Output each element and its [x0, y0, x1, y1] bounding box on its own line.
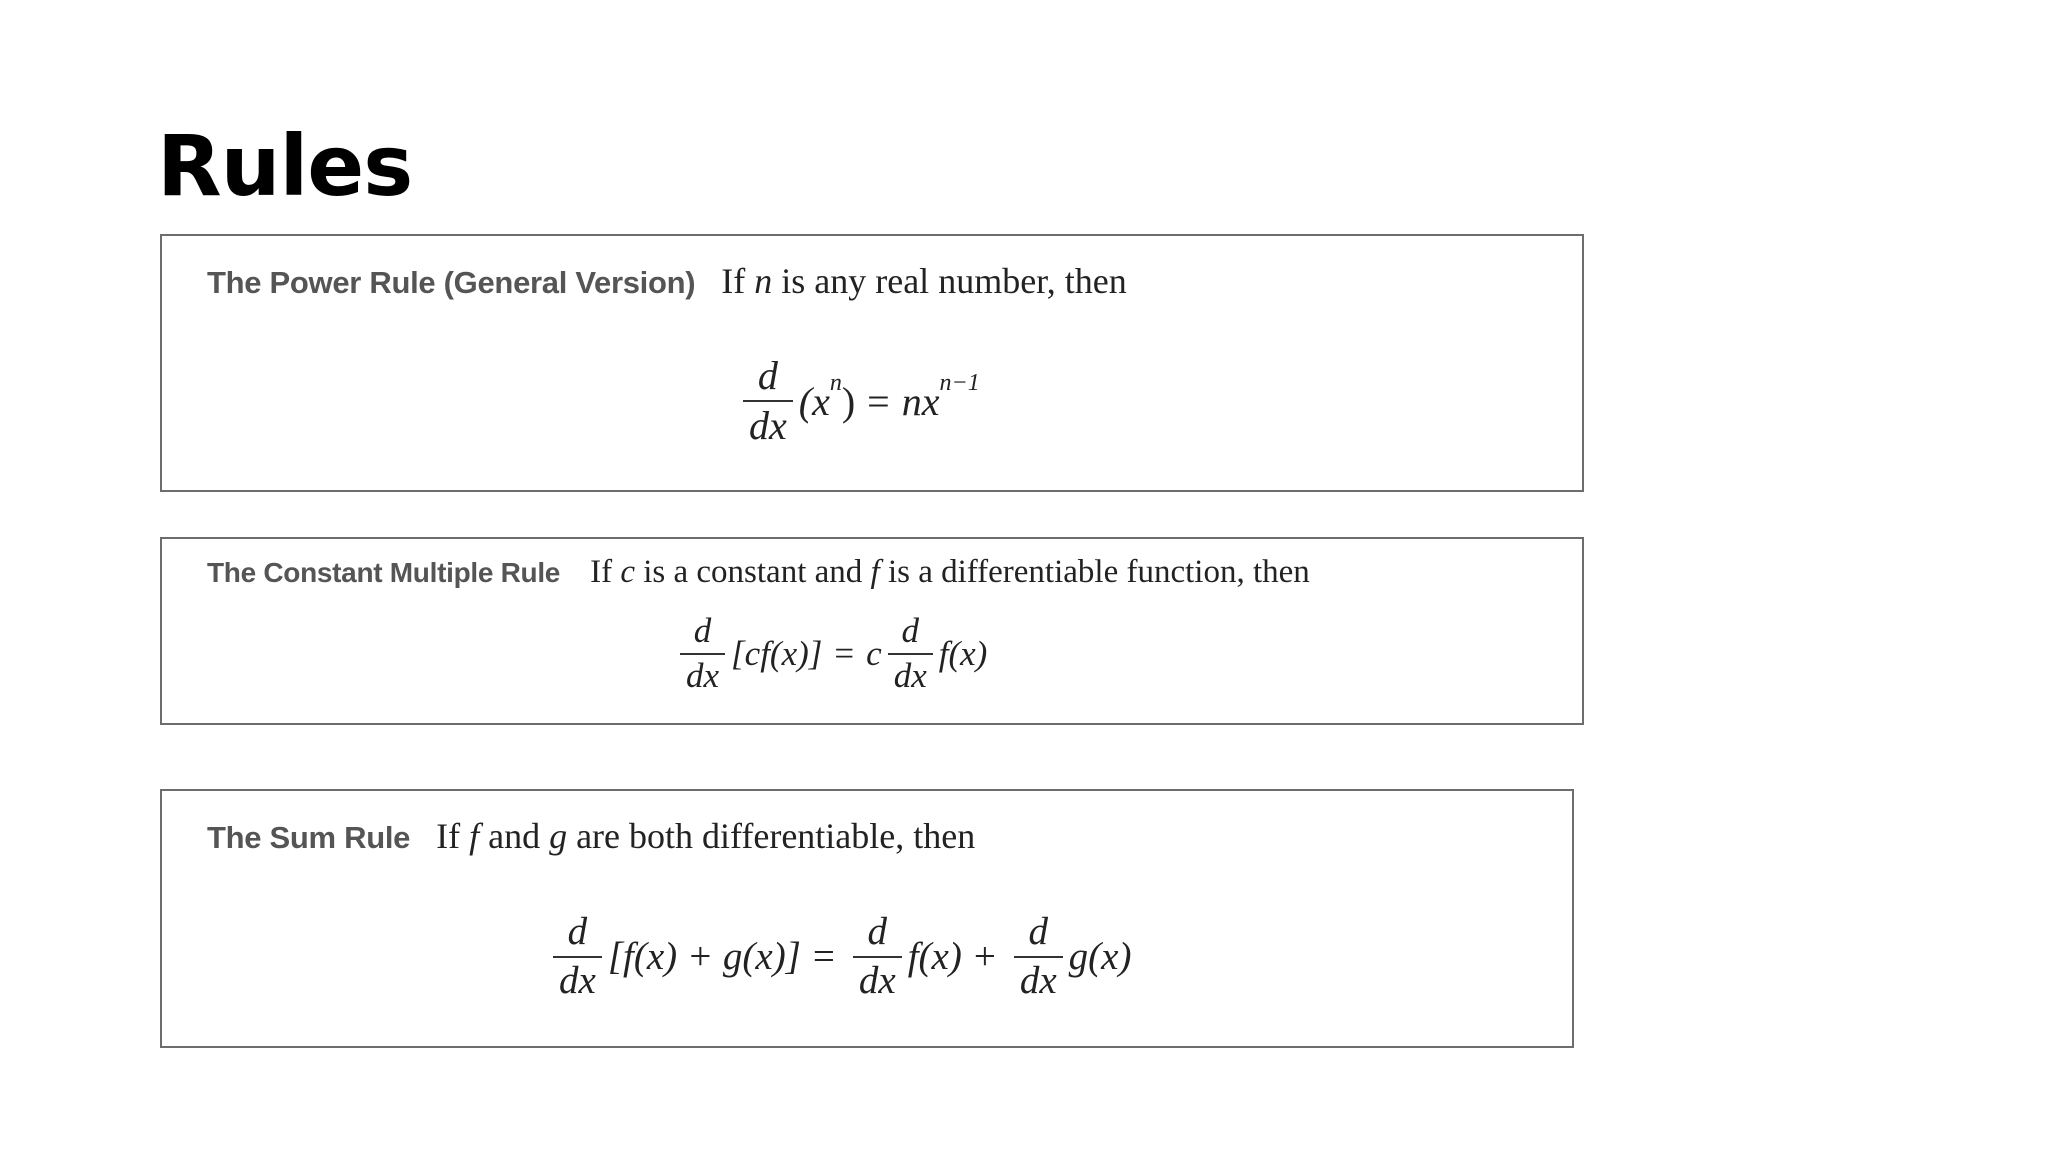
- constant-rule-text-pre: If: [590, 554, 621, 590]
- sum-rule-formula: [547, 911, 1131, 1003]
- power-lhs-exponent: n: [829, 369, 842, 396]
- sum-rule-box: [160, 789, 1574, 1048]
- sum-rule-text-mid: and: [479, 816, 550, 856]
- power-rhs-exponent: n−1: [939, 369, 980, 396]
- power-rule-text-pre: If: [721, 261, 755, 301]
- derivative-operator: [1014, 911, 1063, 1003]
- constant-rule-var-c: c: [620, 554, 635, 590]
- sum-rule-name: The Sum Rule: [207, 820, 411, 855]
- frac-denominator: dx: [686, 655, 720, 695]
- constant-multiple-rule-box: [160, 537, 1584, 725]
- power-rule-var-n: n: [754, 261, 773, 301]
- derivative-operator: [553, 911, 602, 1003]
- constant-rule-name: The Constant Multiple Rule: [207, 557, 561, 588]
- power-rhs: nx: [901, 378, 940, 424]
- plus-sign: +: [973, 935, 996, 979]
- derivative-operator: [853, 911, 902, 1003]
- equals-sign: =: [812, 935, 835, 979]
- sum-rule-text-post: are both differentiable, then: [567, 816, 976, 856]
- power-lhs-close: ): [841, 378, 856, 424]
- constant-rule-statement: [207, 554, 1310, 591]
- constant-c: c: [866, 633, 882, 673]
- equals-sign: =: [867, 378, 890, 424]
- sum-term-f: f(x): [907, 935, 962, 979]
- power-rule-name: The Power Rule (General Version): [207, 265, 696, 300]
- constant-rule-formula: [674, 612, 987, 695]
- frac-numerator: d: [567, 910, 588, 953]
- power-rule-text-post: is any real number, then: [772, 261, 1127, 301]
- sum-rule-text-pre: If: [436, 816, 470, 856]
- frac-numerator: d: [1028, 910, 1048, 953]
- constant-rule-text-post: is a differentiable function, then: [879, 554, 1310, 590]
- frac-denominator: dx: [559, 958, 596, 1002]
- sum-term-g: g(x): [1068, 935, 1132, 979]
- derivative-operator: [743, 354, 793, 448]
- frac-numerator: d: [757, 353, 778, 398]
- frac-numerator: d: [867, 910, 888, 953]
- sum-rule-var-g: g: [549, 816, 568, 856]
- sum-rule-statement: [207, 815, 975, 857]
- derivative-operator: [888, 612, 933, 695]
- slide-title: Rules: [157, 117, 413, 215]
- equals-sign: =: [834, 633, 855, 673]
- derivative-operator: [680, 612, 725, 695]
- constant-rhs: f(x): [938, 633, 988, 673]
- power-rule-statement: [207, 260, 1127, 302]
- frac-denominator: dx: [893, 655, 927, 695]
- power-rule-box: [160, 234, 1584, 492]
- frac-denominator: dx: [749, 403, 787, 448]
- frac-denominator: dx: [1019, 958, 1057, 1002]
- sum-rule-var-f: f: [469, 816, 480, 856]
- power-rule-formula: [737, 354, 980, 448]
- sum-lhs: [f(x) + g(x)]: [607, 935, 801, 979]
- frac-numerator: d: [693, 611, 712, 650]
- frac-denominator: dx: [858, 958, 896, 1002]
- constant-rule-var-f: f: [870, 554, 880, 590]
- power-lhs-open: (x: [798, 378, 830, 424]
- constant-rule-text-mid: is a constant and: [634, 554, 871, 590]
- constant-lhs: [cf(x)]: [731, 633, 823, 673]
- frac-numerator: d: [901, 611, 919, 650]
